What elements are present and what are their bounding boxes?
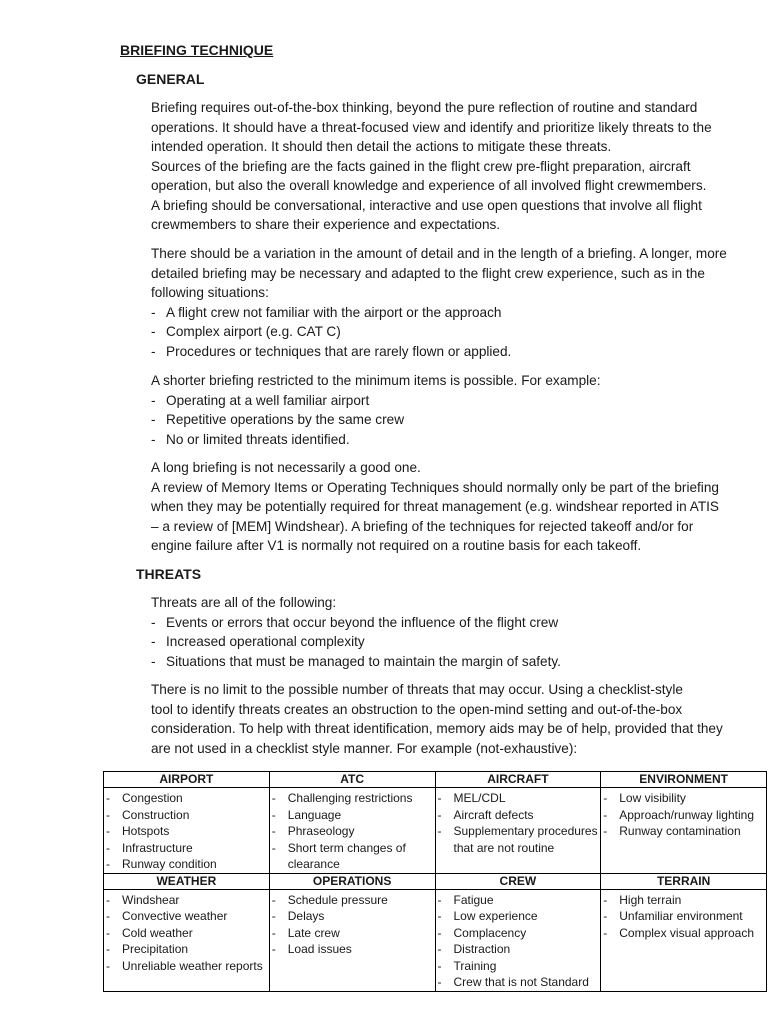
- threats-paragraph-2: [151, 680, 761, 758]
- list-item: - Challenging restrictions: [271, 791, 413, 805]
- list-item: - Supplementary procedures that are not routine: [437, 824, 598, 855]
- list-item: - Complex visual approach: [603, 925, 754, 940]
- list-item: - Construction: [106, 807, 190, 822]
- list-item: - Unfamiliar environment: [603, 909, 743, 923]
- list-item: - Load issues: [271, 942, 352, 956]
- table-cell: [269, 788, 435, 874]
- general-paragraph-1: [151, 98, 761, 235]
- list-item: - High terrain: [603, 892, 682, 907]
- list-item: - Crew that is not Standard: [437, 975, 589, 989]
- column-header: CREW: [435, 873, 601, 889]
- list-item: - Low visibility: [603, 791, 686, 805]
- text-line: operation, but also the overall knowledge and experience of all involved flight crewmembers.: [151, 178, 707, 193]
- column-header: AIRPORT: [104, 772, 270, 788]
- table-header-row: [104, 772, 767, 788]
- threat-memory-aid-table: [103, 771, 767, 992]
- list-item: - MEL/CDL: [437, 791, 506, 805]
- table-cell: [269, 889, 435, 991]
- list-item: - Aircraft defects: [437, 807, 534, 822]
- list-item: - Situations that must be managed to maintain the margin of safety.: [151, 653, 561, 669]
- list-item: - Repetitive operations by the same crew: [151, 412, 405, 427]
- table-cell: [104, 889, 270, 991]
- column-header: ENVIRONMENT: [601, 772, 767, 788]
- list-item: - Approach/runway lighting: [603, 807, 754, 822]
- text-line: intended operation. It should then detail the actions to mitigate these threats.: [151, 139, 612, 154]
- general-heading: GENERAL: [136, 71, 205, 87]
- text-line: following situations:: [151, 285, 269, 300]
- list-item: - Complacency: [437, 925, 527, 940]
- list-item: - Training: [437, 958, 497, 973]
- table-cell: [601, 889, 767, 991]
- list-item: - Low experience: [437, 909, 538, 923]
- text-line: crewmembers to share their experience and expectations.: [151, 217, 501, 232]
- text-line: consideration. To help with threat identification, memory aids may be of help, provided that they: [151, 721, 723, 736]
- list-item: - Convective weather: [106, 909, 228, 923]
- list-item: - Events or errors that occur beyond the influence of the flight crew: [151, 614, 559, 630]
- text-line: There is no limit to the possible number of threats that may occur. Using a checklist-style: [151, 682, 683, 697]
- list-item: - Cold weather: [106, 925, 193, 940]
- general-paragraph-3: [151, 371, 761, 449]
- text-line: Briefing requires out-of-the-box thinking, beyond the pure reflection of routine and standard: [151, 100, 698, 115]
- column-header: WEATHER: [104, 873, 270, 889]
- table-cell: [435, 889, 601, 991]
- list-item: - No or limited threats identified.: [151, 431, 350, 447]
- text-line: engine failure after V1 is normally not required on a routine basis for each takeoff.: [151, 538, 642, 553]
- list-item: - Congestion: [106, 791, 183, 805]
- threats-heading: THREATS: [136, 566, 202, 582]
- page-title: BRIEFING TECHNIQUE: [120, 42, 274, 58]
- list-item: - Schedule pressure: [271, 892, 388, 907]
- list-item: - Delays: [271, 909, 325, 923]
- table-body: [104, 772, 767, 992]
- text-line: when they may be potentially required for threat management (e.g. windshear reported in ATIS: [151, 499, 719, 514]
- list-item: - Runway contamination: [603, 824, 741, 838]
- general-paragraph-4: [151, 458, 761, 556]
- list-item: - Hotspots: [106, 824, 170, 838]
- table-cell: [601, 788, 767, 874]
- column-header: ATC: [269, 772, 435, 788]
- list-item: - Late crew: [271, 925, 340, 940]
- text-line: – a review of [MEM] Windshear). A briefing of the techniques for rejected takeoff and/or for: [151, 518, 694, 534]
- table-row: [104, 889, 767, 991]
- list-item: - A flight crew not familiar with the airport or the approach: [151, 304, 502, 320]
- list-item: - Windshear: [106, 892, 180, 907]
- list-item: - Short term changes of clearance: [271, 840, 406, 871]
- text-line: A review of Memory Items or Operating Techniques should normally only be part of the briefing: [151, 479, 719, 495]
- list-item: - Operating at a well familiar airport: [151, 392, 370, 408]
- table-cell: [435, 788, 601, 874]
- list-item: - Language: [271, 807, 342, 822]
- list-item: - Fatigue: [437, 892, 494, 907]
- list-item: - Runway condition: [106, 857, 217, 871]
- threats-paragraph-1: [151, 593, 761, 671]
- text-line: There should be a variation in the amount of detail and in the length of a briefing. A longer, more: [151, 246, 727, 261]
- table-cell: [104, 788, 270, 874]
- list-item: - Unreliable weather reports: [106, 958, 263, 973]
- list-item: - Distraction: [437, 942, 511, 956]
- general-paragraph-2: [151, 244, 761, 361]
- list-item: - Precipitation: [106, 942, 189, 956]
- text-line: operations. It should have a threat-focused view and identify and prioritize likely threats to the: [151, 119, 712, 135]
- table-row: [104, 788, 767, 874]
- text-line: detailed briefing may be necessary and adapted to the flight crew experience, such as in the: [151, 265, 705, 281]
- list-item: - Phraseology: [271, 824, 355, 838]
- list-item: - Complex airport (e.g. CAT C): [151, 324, 341, 339]
- column-header: TERRAIN: [601, 873, 767, 889]
- text-line: A shorter briefing restricted to the minimum items is possible. For example:: [151, 373, 601, 388]
- list-item: - Increased operational complexity: [151, 634, 365, 649]
- list-item: - Infrastructure: [106, 840, 193, 855]
- text-line: A long briefing is not necessarily a good one.: [151, 460, 421, 475]
- text-line: tool to identify threats creates an obstruction to the open-mind setting and out-of-the-box: [151, 701, 683, 717]
- text-line: are not used in a checklist style manner. For example (not-exhaustive):: [151, 740, 578, 756]
- text-line: Sources of the briefing are the facts gained in the flight crew pre-flight preparation, aircraft: [151, 158, 691, 174]
- text-line: A briefing should be conversational, interactive and use open questions that involve all flight: [151, 197, 702, 213]
- table-header-row: [104, 873, 767, 889]
- column-header: AIRCRAFT: [435, 772, 601, 788]
- column-header: OPERATIONS: [269, 873, 435, 889]
- text-line: Threats are all of the following:: [151, 595, 337, 610]
- list-item: - Procedures or techniques that are rarely flown or applied.: [151, 343, 512, 359]
